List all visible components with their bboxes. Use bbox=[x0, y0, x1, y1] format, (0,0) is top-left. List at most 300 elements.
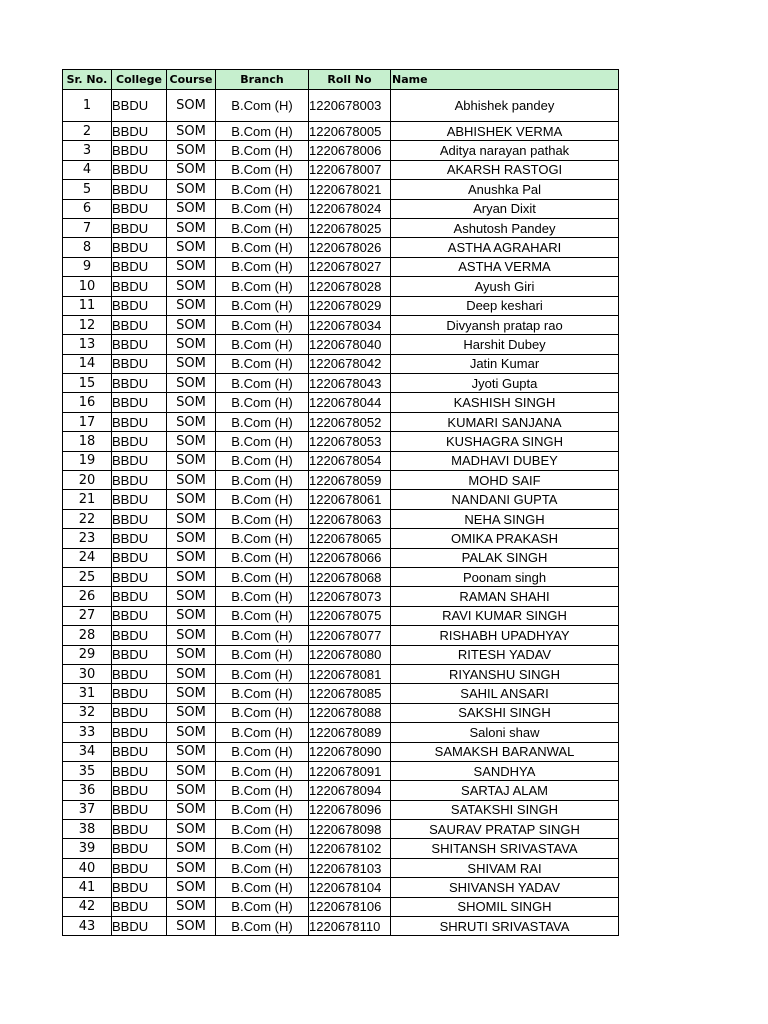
table-row bbox=[63, 664, 619, 683]
cell-sr-no: 31 bbox=[63, 684, 112, 703]
cell-branch: B.Com (H) bbox=[216, 90, 309, 122]
table-row bbox=[63, 315, 619, 334]
header-roll-no: Roll No bbox=[309, 70, 391, 90]
cell-branch: B.Com (H) bbox=[216, 742, 309, 761]
cell-branch: B.Com (H) bbox=[216, 354, 309, 373]
cell-branch: B.Com (H) bbox=[216, 335, 309, 354]
cell-course: SOM bbox=[167, 160, 216, 179]
cell-course: SOM bbox=[167, 199, 216, 218]
cell-branch: B.Com (H) bbox=[216, 529, 309, 548]
cell-course: SOM bbox=[167, 917, 216, 936]
table-row bbox=[63, 393, 619, 412]
cell-college: BBDU bbox=[112, 723, 167, 742]
cell-course: SOM bbox=[167, 374, 216, 393]
cell-course: SOM bbox=[167, 451, 216, 470]
cell-name: Aditya narayan pathak bbox=[391, 141, 619, 160]
cell-sr-no: 19 bbox=[63, 451, 112, 470]
cell-college: BBDU bbox=[112, 257, 167, 276]
header-row bbox=[63, 70, 619, 90]
cell-college: BBDU bbox=[112, 800, 167, 819]
cell-course: SOM bbox=[167, 761, 216, 780]
cell-roll-no: 1220678098 bbox=[309, 820, 391, 839]
table-row bbox=[63, 800, 619, 819]
cell-college: BBDU bbox=[112, 820, 167, 839]
cell-branch: B.Com (H) bbox=[216, 548, 309, 567]
cell-sr-no: 15 bbox=[63, 374, 112, 393]
cell-course: SOM bbox=[167, 548, 216, 567]
table-row bbox=[63, 90, 619, 122]
table-row bbox=[63, 878, 619, 897]
table-row bbox=[63, 858, 619, 877]
table-row bbox=[63, 238, 619, 257]
cell-college: BBDU bbox=[112, 878, 167, 897]
table-row bbox=[63, 723, 619, 742]
cell-roll-no: 1220678090 bbox=[309, 742, 391, 761]
cell-branch: B.Com (H) bbox=[216, 858, 309, 877]
cell-college: BBDU bbox=[112, 374, 167, 393]
cell-roll-no: 1220678029 bbox=[309, 296, 391, 315]
cell-roll-no: 1220678042 bbox=[309, 354, 391, 373]
cell-roll-no: 1220678026 bbox=[309, 238, 391, 257]
cell-branch: B.Com (H) bbox=[216, 897, 309, 916]
cell-roll-no: 1220678005 bbox=[309, 122, 391, 141]
cell-college: BBDU bbox=[112, 141, 167, 160]
cell-roll-no: 1220678054 bbox=[309, 451, 391, 470]
cell-name: Poonam singh bbox=[391, 567, 619, 586]
cell-branch: B.Com (H) bbox=[216, 315, 309, 334]
cell-roll-no: 1220678003 bbox=[309, 90, 391, 122]
cell-college: BBDU bbox=[112, 335, 167, 354]
cell-sr-no: 13 bbox=[63, 335, 112, 354]
table-row bbox=[63, 529, 619, 548]
cell-college: BBDU bbox=[112, 567, 167, 586]
cell-college: BBDU bbox=[112, 90, 167, 122]
cell-course: SOM bbox=[167, 393, 216, 412]
cell-sr-no: 34 bbox=[63, 742, 112, 761]
cell-course: SOM bbox=[167, 354, 216, 373]
cell-course: SOM bbox=[167, 800, 216, 819]
cell-name: OMIKA PRAKASH bbox=[391, 529, 619, 548]
cell-college: BBDU bbox=[112, 315, 167, 334]
cell-name: SAURAV PRATAP SINGH bbox=[391, 820, 619, 839]
cell-course: SOM bbox=[167, 277, 216, 296]
cell-course: SOM bbox=[167, 218, 216, 237]
cell-course: SOM bbox=[167, 296, 216, 315]
cell-roll-no: 1220678061 bbox=[309, 490, 391, 509]
cell-name: RIYANSHU SINGH bbox=[391, 664, 619, 683]
cell-course: SOM bbox=[167, 742, 216, 761]
cell-name: NEHA SINGH bbox=[391, 509, 619, 528]
table-row bbox=[63, 626, 619, 645]
cell-college: BBDU bbox=[112, 277, 167, 296]
cell-sr-no: 16 bbox=[63, 393, 112, 412]
cell-college: BBDU bbox=[112, 354, 167, 373]
cell-branch: B.Com (H) bbox=[216, 257, 309, 276]
table-row bbox=[63, 703, 619, 722]
cell-roll-no: 1220678080 bbox=[309, 645, 391, 664]
cell-branch: B.Com (H) bbox=[216, 238, 309, 257]
table-row bbox=[63, 897, 619, 916]
table-row bbox=[63, 820, 619, 839]
table-row bbox=[63, 839, 619, 858]
table-row bbox=[63, 606, 619, 625]
cell-college: BBDU bbox=[112, 917, 167, 936]
cell-college: BBDU bbox=[112, 296, 167, 315]
table-row bbox=[63, 122, 619, 141]
cell-name: RITESH YADAV bbox=[391, 645, 619, 664]
cell-sr-no: 24 bbox=[63, 548, 112, 567]
cell-course: SOM bbox=[167, 645, 216, 664]
cell-name: ABHISHEK VERMA bbox=[391, 122, 619, 141]
cell-branch: B.Com (H) bbox=[216, 509, 309, 528]
table-row bbox=[63, 761, 619, 780]
table-row bbox=[63, 374, 619, 393]
cell-branch: B.Com (H) bbox=[216, 917, 309, 936]
cell-branch: B.Com (H) bbox=[216, 626, 309, 645]
cell-college: BBDU bbox=[112, 490, 167, 509]
table-row bbox=[63, 257, 619, 276]
cell-roll-no: 1220678053 bbox=[309, 432, 391, 451]
cell-name: SHOMIL SINGH bbox=[391, 897, 619, 916]
header-sr-no: Sr. No. bbox=[63, 70, 112, 90]
cell-sr-no: 28 bbox=[63, 626, 112, 645]
cell-name: Ashutosh Pandey bbox=[391, 218, 619, 237]
cell-roll-no: 1220678027 bbox=[309, 257, 391, 276]
cell-course: SOM bbox=[167, 490, 216, 509]
cell-college: BBDU bbox=[112, 897, 167, 916]
cell-sr-no: 36 bbox=[63, 781, 112, 800]
cell-name: SHITANSH SRIVASTAVA bbox=[391, 839, 619, 858]
cell-course: SOM bbox=[167, 897, 216, 916]
cell-college: BBDU bbox=[112, 509, 167, 528]
cell-course: SOM bbox=[167, 723, 216, 742]
cell-sr-no: 40 bbox=[63, 858, 112, 877]
table-row bbox=[63, 160, 619, 179]
cell-branch: B.Com (H) bbox=[216, 723, 309, 742]
cell-branch: B.Com (H) bbox=[216, 606, 309, 625]
cell-course: SOM bbox=[167, 471, 216, 490]
cell-branch: B.Com (H) bbox=[216, 199, 309, 218]
cell-branch: B.Com (H) bbox=[216, 664, 309, 683]
cell-college: BBDU bbox=[112, 451, 167, 470]
cell-college: BBDU bbox=[112, 432, 167, 451]
cell-college: BBDU bbox=[112, 839, 167, 858]
cell-branch: B.Com (H) bbox=[216, 160, 309, 179]
cell-name: PALAK SINGH bbox=[391, 548, 619, 567]
cell-roll-no: 1220678024 bbox=[309, 199, 391, 218]
cell-name: SAKSHI SINGH bbox=[391, 703, 619, 722]
cell-course: SOM bbox=[167, 509, 216, 528]
cell-course: SOM bbox=[167, 141, 216, 160]
cell-sr-no: 29 bbox=[63, 645, 112, 664]
cell-sr-no: 27 bbox=[63, 606, 112, 625]
cell-branch: B.Com (H) bbox=[216, 432, 309, 451]
cell-course: SOM bbox=[167, 878, 216, 897]
cell-course: SOM bbox=[167, 567, 216, 586]
cell-course: SOM bbox=[167, 90, 216, 122]
cell-branch: B.Com (H) bbox=[216, 781, 309, 800]
cell-roll-no: 1220678106 bbox=[309, 897, 391, 916]
table-row bbox=[63, 742, 619, 761]
cell-course: SOM bbox=[167, 839, 216, 858]
table-row bbox=[63, 451, 619, 470]
cell-roll-no: 1220678075 bbox=[309, 606, 391, 625]
cell-sr-no: 25 bbox=[63, 567, 112, 586]
cell-branch: B.Com (H) bbox=[216, 412, 309, 431]
cell-sr-no: 22 bbox=[63, 509, 112, 528]
cell-roll-no: 1220678088 bbox=[309, 703, 391, 722]
table-row bbox=[63, 335, 619, 354]
cell-roll-no: 1220678063 bbox=[309, 509, 391, 528]
cell-roll-no: 1220678091 bbox=[309, 761, 391, 780]
cell-roll-no: 1220678028 bbox=[309, 277, 391, 296]
table-row bbox=[63, 917, 619, 936]
cell-branch: B.Com (H) bbox=[216, 218, 309, 237]
cell-course: SOM bbox=[167, 122, 216, 141]
cell-sr-no: 9 bbox=[63, 257, 112, 276]
cell-name: SHIVAM RAI bbox=[391, 858, 619, 877]
cell-name: ASTHA VERMA bbox=[391, 257, 619, 276]
cell-course: SOM bbox=[167, 180, 216, 199]
cell-roll-no: 1220678104 bbox=[309, 878, 391, 897]
cell-college: BBDU bbox=[112, 858, 167, 877]
cell-roll-no: 1220678073 bbox=[309, 587, 391, 606]
cell-college: BBDU bbox=[112, 645, 167, 664]
cell-roll-no: 1220678007 bbox=[309, 160, 391, 179]
cell-name: MOHD SAIF bbox=[391, 471, 619, 490]
cell-name: SANDHYA bbox=[391, 761, 619, 780]
cell-branch: B.Com (H) bbox=[216, 878, 309, 897]
table-row bbox=[63, 684, 619, 703]
cell-name: Jatin Kumar bbox=[391, 354, 619, 373]
cell-sr-no: 30 bbox=[63, 664, 112, 683]
cell-branch: B.Com (H) bbox=[216, 645, 309, 664]
cell-college: BBDU bbox=[112, 781, 167, 800]
cell-name: Aryan Dixit bbox=[391, 199, 619, 218]
cell-name: SAHIL ANSARI bbox=[391, 684, 619, 703]
cell-college: BBDU bbox=[112, 160, 167, 179]
cell-roll-no: 1220678096 bbox=[309, 800, 391, 819]
cell-roll-no: 1220678043 bbox=[309, 374, 391, 393]
cell-roll-no: 1220678052 bbox=[309, 412, 391, 431]
cell-sr-no: 37 bbox=[63, 800, 112, 819]
cell-college: BBDU bbox=[112, 218, 167, 237]
cell-college: BBDU bbox=[112, 606, 167, 625]
cell-sr-no: 3 bbox=[63, 141, 112, 160]
table-row bbox=[63, 412, 619, 431]
cell-college: BBDU bbox=[112, 742, 167, 761]
cell-college: BBDU bbox=[112, 529, 167, 548]
cell-college: BBDU bbox=[112, 684, 167, 703]
cell-roll-no: 1220678077 bbox=[309, 626, 391, 645]
table-row bbox=[63, 218, 619, 237]
cell-name: Harshit Dubey bbox=[391, 335, 619, 354]
cell-branch: B.Com (H) bbox=[216, 451, 309, 470]
cell-branch: B.Com (H) bbox=[216, 820, 309, 839]
header-college: College bbox=[112, 70, 167, 90]
cell-roll-no: 1220678068 bbox=[309, 567, 391, 586]
cell-course: SOM bbox=[167, 781, 216, 800]
cell-name: RISHABH UPADHYAY bbox=[391, 626, 619, 645]
cell-course: SOM bbox=[167, 587, 216, 606]
cell-name: SAMAKSH BARANWAL bbox=[391, 742, 619, 761]
cell-branch: B.Com (H) bbox=[216, 393, 309, 412]
cell-branch: B.Com (H) bbox=[216, 567, 309, 586]
student-roll-table bbox=[62, 69, 619, 936]
cell-roll-no: 1220678094 bbox=[309, 781, 391, 800]
cell-name: KASHISH SINGH bbox=[391, 393, 619, 412]
cell-roll-no: 1220678066 bbox=[309, 548, 391, 567]
cell-name: Saloni shaw bbox=[391, 723, 619, 742]
cell-name: SHRUTI SRIVASTAVA bbox=[391, 917, 619, 936]
table-row bbox=[63, 645, 619, 664]
cell-roll-no: 1220678044 bbox=[309, 393, 391, 412]
cell-sr-no: 17 bbox=[63, 412, 112, 431]
cell-sr-no: 43 bbox=[63, 917, 112, 936]
cell-course: SOM bbox=[167, 315, 216, 334]
cell-name: Anushka Pal bbox=[391, 180, 619, 199]
table-row bbox=[63, 587, 619, 606]
cell-name: KUSHAGRA SINGH bbox=[391, 432, 619, 451]
cell-course: SOM bbox=[167, 238, 216, 257]
cell-sr-no: 18 bbox=[63, 432, 112, 451]
cell-name: Jyoti Gupta bbox=[391, 374, 619, 393]
cell-course: SOM bbox=[167, 432, 216, 451]
cell-sr-no: 20 bbox=[63, 471, 112, 490]
cell-branch: B.Com (H) bbox=[216, 839, 309, 858]
cell-name: AKARSH RASTOGI bbox=[391, 160, 619, 179]
cell-roll-no: 1220678081 bbox=[309, 664, 391, 683]
cell-college: BBDU bbox=[112, 471, 167, 490]
cell-roll-no: 1220678103 bbox=[309, 858, 391, 877]
cell-roll-no: 1220678059 bbox=[309, 471, 391, 490]
cell-course: SOM bbox=[167, 820, 216, 839]
cell-roll-no: 1220678085 bbox=[309, 684, 391, 703]
cell-college: BBDU bbox=[112, 587, 167, 606]
cell-course: SOM bbox=[167, 335, 216, 354]
cell-roll-no: 1220678110 bbox=[309, 917, 391, 936]
cell-roll-no: 1220678102 bbox=[309, 839, 391, 858]
cell-branch: B.Com (H) bbox=[216, 684, 309, 703]
header-course: Course bbox=[167, 70, 216, 90]
cell-course: SOM bbox=[167, 664, 216, 683]
cell-course: SOM bbox=[167, 626, 216, 645]
cell-college: BBDU bbox=[112, 412, 167, 431]
header-name: Name bbox=[391, 70, 619, 90]
cell-name: ASTHA AGRAHARI bbox=[391, 238, 619, 257]
table-row bbox=[63, 141, 619, 160]
cell-sr-no: 21 bbox=[63, 490, 112, 509]
cell-branch: B.Com (H) bbox=[216, 122, 309, 141]
cell-sr-no: 11 bbox=[63, 296, 112, 315]
cell-name: Abhishek pandey bbox=[391, 90, 619, 122]
cell-roll-no: 1220678040 bbox=[309, 335, 391, 354]
cell-sr-no: 33 bbox=[63, 723, 112, 742]
table-row bbox=[63, 432, 619, 451]
table-row bbox=[63, 509, 619, 528]
table-row bbox=[63, 781, 619, 800]
cell-name: Ayush Giri bbox=[391, 277, 619, 296]
cell-sr-no: 23 bbox=[63, 529, 112, 548]
cell-name: Deep keshari bbox=[391, 296, 619, 315]
cell-branch: B.Com (H) bbox=[216, 141, 309, 160]
cell-branch: B.Com (H) bbox=[216, 587, 309, 606]
table-row bbox=[63, 567, 619, 586]
cell-college: BBDU bbox=[112, 238, 167, 257]
cell-course: SOM bbox=[167, 529, 216, 548]
cell-course: SOM bbox=[167, 606, 216, 625]
cell-sr-no: 12 bbox=[63, 315, 112, 334]
cell-branch: B.Com (H) bbox=[216, 490, 309, 509]
cell-roll-no: 1220678065 bbox=[309, 529, 391, 548]
cell-course: SOM bbox=[167, 684, 216, 703]
table-row bbox=[63, 199, 619, 218]
cell-roll-no: 1220678006 bbox=[309, 141, 391, 160]
cell-name: SARTAJ ALAM bbox=[391, 781, 619, 800]
cell-sr-no: 6 bbox=[63, 199, 112, 218]
cell-name: MADHAVI DUBEY bbox=[391, 451, 619, 470]
cell-sr-no: 35 bbox=[63, 761, 112, 780]
cell-branch: B.Com (H) bbox=[216, 800, 309, 819]
cell-college: BBDU bbox=[112, 761, 167, 780]
cell-sr-no: 2 bbox=[63, 122, 112, 141]
cell-roll-no: 1220678021 bbox=[309, 180, 391, 199]
cell-name: RAVI KUMAR SINGH bbox=[391, 606, 619, 625]
cell-roll-no: 1220678025 bbox=[309, 218, 391, 237]
cell-branch: B.Com (H) bbox=[216, 277, 309, 296]
cell-branch: B.Com (H) bbox=[216, 296, 309, 315]
cell-name: Divyansh pratap rao bbox=[391, 315, 619, 334]
cell-course: SOM bbox=[167, 257, 216, 276]
cell-name: SATAKSHI SINGH bbox=[391, 800, 619, 819]
cell-college: BBDU bbox=[112, 393, 167, 412]
table-body bbox=[63, 90, 619, 936]
cell-branch: B.Com (H) bbox=[216, 703, 309, 722]
cell-college: BBDU bbox=[112, 122, 167, 141]
cell-name: SHIVANSH YADAV bbox=[391, 878, 619, 897]
cell-sr-no: 5 bbox=[63, 180, 112, 199]
cell-roll-no: 1220678034 bbox=[309, 315, 391, 334]
cell-sr-no: 7 bbox=[63, 218, 112, 237]
cell-sr-no: 14 bbox=[63, 354, 112, 373]
table-row bbox=[63, 490, 619, 509]
cell-sr-no: 1 bbox=[63, 90, 112, 122]
table-row bbox=[63, 277, 619, 296]
cell-college: BBDU bbox=[112, 664, 167, 683]
cell-branch: B.Com (H) bbox=[216, 471, 309, 490]
header-branch: Branch bbox=[216, 70, 309, 90]
cell-course: SOM bbox=[167, 412, 216, 431]
cell-sr-no: 4 bbox=[63, 160, 112, 179]
cell-sr-no: 32 bbox=[63, 703, 112, 722]
cell-sr-no: 42 bbox=[63, 897, 112, 916]
cell-sr-no: 26 bbox=[63, 587, 112, 606]
cell-college: BBDU bbox=[112, 703, 167, 722]
table-row bbox=[63, 471, 619, 490]
cell-college: BBDU bbox=[112, 199, 167, 218]
cell-college: BBDU bbox=[112, 548, 167, 567]
cell-college: BBDU bbox=[112, 180, 167, 199]
cell-name: NANDANI GUPTA bbox=[391, 490, 619, 509]
cell-branch: B.Com (H) bbox=[216, 374, 309, 393]
cell-branch: B.Com (H) bbox=[216, 180, 309, 199]
table-row bbox=[63, 180, 619, 199]
cell-sr-no: 8 bbox=[63, 238, 112, 257]
table-row bbox=[63, 548, 619, 567]
cell-name: RAMAN SHAHI bbox=[391, 587, 619, 606]
cell-sr-no: 38 bbox=[63, 820, 112, 839]
table-row bbox=[63, 296, 619, 315]
